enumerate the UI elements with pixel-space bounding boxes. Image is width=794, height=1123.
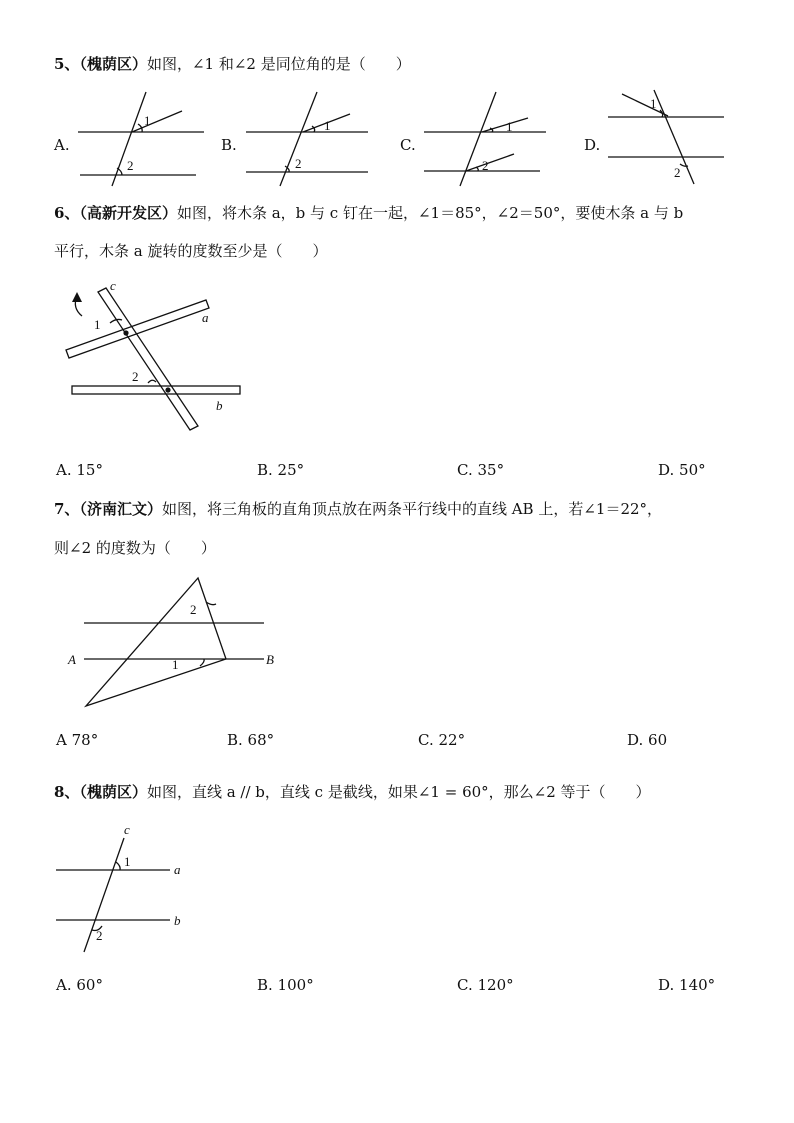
q5-figure-c bbox=[420, 88, 560, 188]
q5-figure-a bbox=[72, 88, 212, 188]
q6-figure bbox=[60, 278, 260, 434]
question-7-stem-line2: 则∠2 的度数为（ ） bbox=[54, 539, 216, 557]
q5-option-d-label[interactable]: D. bbox=[584, 136, 601, 154]
question-source: （济南汇文） bbox=[79, 500, 162, 518]
angle-1-label: 1 bbox=[506, 119, 513, 134]
q8-figure bbox=[52, 822, 202, 958]
question-source: （槐荫区） bbox=[79, 55, 147, 73]
angle-1-label: 1 bbox=[172, 657, 179, 672]
question-8-stem bbox=[54, 781, 651, 803]
question-text: 如图，∠1 和∠2 是同位角的是（ ） bbox=[146, 55, 411, 73]
point-a-label: A bbox=[68, 652, 76, 667]
question-source: （高新开发区） bbox=[79, 204, 177, 222]
stick-a-label: a bbox=[202, 310, 209, 325]
angle-1-label: 1 bbox=[650, 96, 657, 111]
q7-option-a[interactable]: A 78° bbox=[56, 731, 99, 749]
q6-option-a[interactable]: A. 15° bbox=[56, 461, 103, 479]
angle-2-label: 2 bbox=[482, 158, 489, 173]
angle-1-label: 1 bbox=[324, 118, 331, 133]
q7-option-c[interactable]: C. 22° bbox=[418, 731, 466, 749]
question-number: 8、 bbox=[54, 783, 80, 801]
line-b-label: b bbox=[174, 913, 181, 928]
angle-1-label: 1 bbox=[124, 854, 131, 869]
question-7-stem-line1 bbox=[54, 498, 662, 520]
q8-option-a[interactable]: A. 60° bbox=[56, 976, 103, 994]
question-text: 如图，直线 a // b，直线 c 是截线，如果∠1 = 60°，那么∠2 等于（ ） bbox=[146, 783, 651, 801]
question-source: （槐荫区） bbox=[79, 783, 147, 801]
q5-figure-d bbox=[602, 84, 752, 194]
angle-1-label: 1 bbox=[94, 317, 101, 332]
angle-2-label: 2 bbox=[190, 602, 197, 617]
question-text: 如图，将三角板的直角顶点放在两条平行线中的直线 AB 上，若∠1＝22°， bbox=[161, 500, 663, 518]
question-number: 6、 bbox=[54, 204, 80, 222]
q5-figure-b bbox=[240, 88, 380, 188]
angle-2-label: 2 bbox=[295, 156, 302, 171]
point-b-label: B bbox=[266, 652, 274, 667]
q8-option-b[interactable]: B. 100° bbox=[257, 976, 314, 994]
q7-option-d[interactable]: D. 60 bbox=[627, 731, 668, 749]
stick-c-label: c bbox=[110, 278, 116, 293]
angle-2-label: 2 bbox=[96, 928, 103, 943]
line-a-label: a bbox=[174, 862, 181, 877]
q7-figure bbox=[62, 572, 282, 712]
line-c-label: c bbox=[124, 822, 130, 837]
angle-2-label: 2 bbox=[674, 165, 681, 180]
question-5-stem bbox=[54, 53, 411, 75]
q5-option-a-label[interactable]: A. bbox=[54, 136, 70, 154]
angle-1-label: 1 bbox=[144, 113, 151, 128]
stick-b-label: b bbox=[216, 398, 223, 413]
q6-option-b[interactable]: B. 25° bbox=[257, 461, 305, 479]
q7-option-b[interactable]: B. 68° bbox=[227, 731, 275, 749]
q8-option-c[interactable]: C. 120° bbox=[457, 976, 514, 994]
q8-option-d[interactable]: D. 140° bbox=[658, 976, 716, 994]
angle-2-label: 2 bbox=[127, 158, 134, 173]
q5-option-b-label[interactable]: B. bbox=[221, 136, 237, 154]
question-number: 5、 bbox=[54, 55, 80, 73]
question-6-stem-line2: 平行，木条 a 旋转的度数至少是（ ） bbox=[54, 242, 328, 260]
q6-option-d[interactable]: D. 50° bbox=[658, 461, 706, 479]
q6-option-c[interactable]: C. 35° bbox=[457, 461, 505, 479]
question-text: 如图，将木条 a，b 与 c 钉在一起，∠1＝85°，∠2＝50°，要使木条 a 与 b bbox=[176, 204, 684, 222]
question-6-stem-line1 bbox=[54, 202, 683, 224]
question-number: 7、 bbox=[54, 500, 80, 518]
angle-2-label: 2 bbox=[132, 369, 139, 384]
q5-option-c-label[interactable]: C. bbox=[400, 136, 416, 154]
